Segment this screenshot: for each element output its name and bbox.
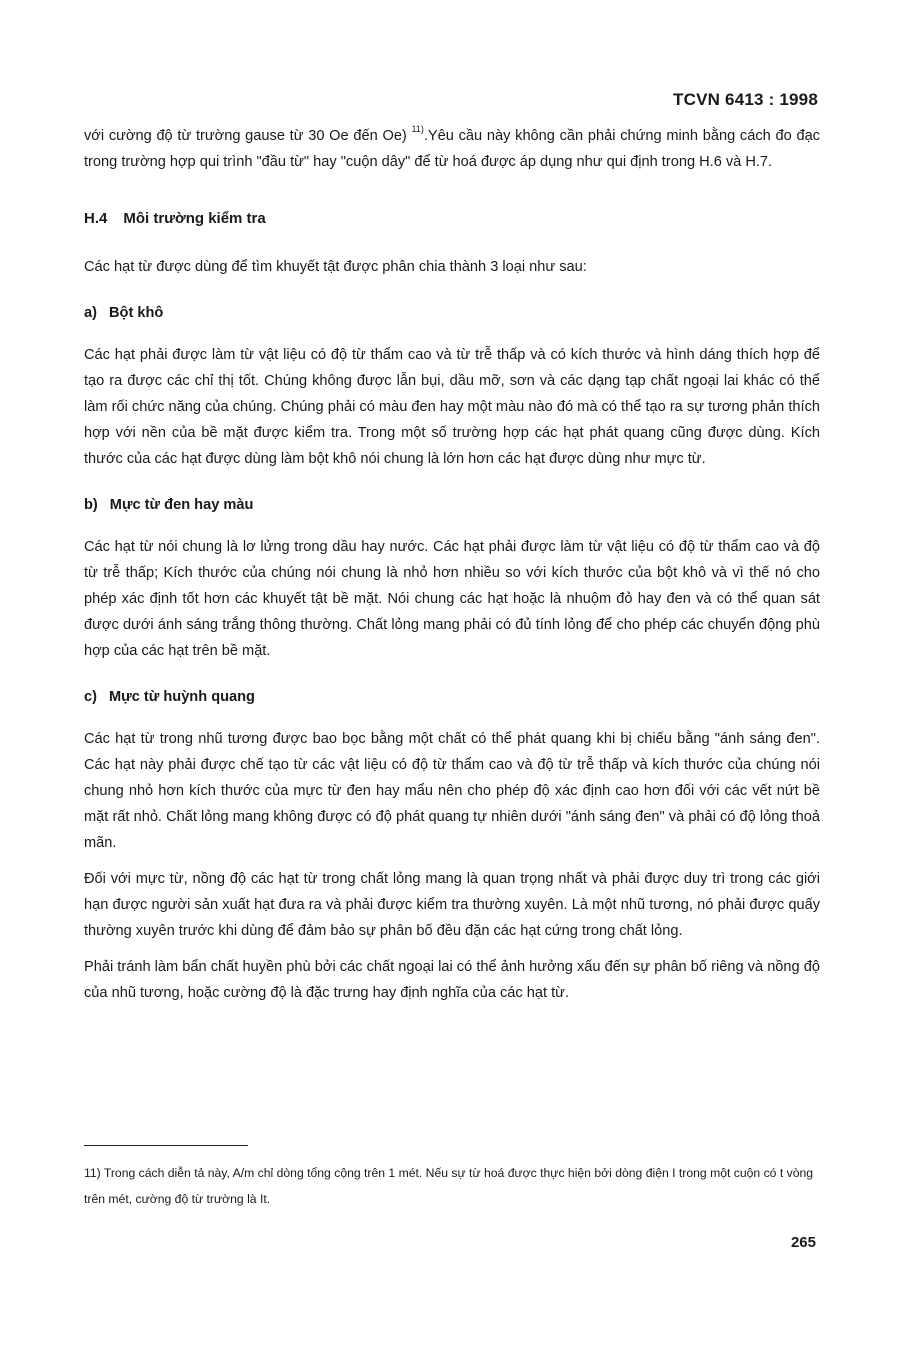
footnote-ref: 11): [411, 124, 424, 134]
item-b-heading: [84, 492, 820, 518]
item-b-letter: b): [84, 497, 98, 513]
intro-text-cont: .Yêu cầu này không cần phải chứng minh bằng cách đo đạc trong trường hợp qui trình "đầu từ" hay "cuộn dây" để từ hoá được áp dụng như qui định trong H.6 và H.7.: [84, 128, 820, 170]
item-c-paragraph-2: Đối với mực từ, nồng độ các hạt từ trong chất lỏng mang là quan trọng nhất và phải được duy trì trong các giới hạn được người sản xuất hạt đưa ra và phải được kiểm tra thường xuyên. Là một nhũ tương, nó phải được quấy thường xuyên trước khi dùng để đảm bảo sự phân bố đều đặn các hạt cứng trong chất lỏng.: [84, 871, 820, 939]
item-a-title: Bột khô: [108, 305, 164, 321]
item-a-letter: a): [84, 305, 97, 321]
section-heading: [84, 206, 820, 232]
item-c-paragraph-3: Phải tránh làm bẩn chất huyền phù bởi các chất ngoại lai có thể ảnh hưởng xấu đến sự phân bố riêng và nồng độ của nhũ tương, hoặc cường độ là đặc trưng hay định nghĩa của các hạt từ.: [84, 959, 820, 1001]
page-content: [84, 123, 820, 1006]
item-a-heading: [84, 300, 820, 326]
item-c-heading: [84, 684, 820, 710]
section-title: Môi trường kiểm tra: [123, 210, 266, 227]
item-b-title: Mực từ đen hay màu: [109, 497, 254, 513]
item-c-title: Mực từ huỳnh quang: [108, 689, 255, 705]
item-c-paragraph-1: Các hạt từ trong nhũ tương được bao bọc bằng một chất có thể phát quang khi bị chiếu bằng "ánh sáng đen". Các hạt này phải được chế tạo từ các vật liệu có độ từ thẩm cao và độ từ trễ thấp và kích thước của chúng nói chung nhỏ hơn kích thước của mực từ đen hay mẩu nên cho phép độ xác định cao hơn đối với các vết nứt bề mặt rất nhỏ. Chất lỏng mang không được có độ phát quang tự nhiên dưới "ánh sáng đen" và phải có độ lỏng thoả mãn.: [84, 731, 820, 851]
footnote-divider: [84, 1145, 248, 1146]
section-lead: Các hạt từ được dùng để tìm khuyết tật được phân chia thành 3 loại như sau:: [84, 259, 587, 275]
standard-header: TCVN 6413 : 1998: [673, 90, 818, 109]
intro-paragraph: [84, 123, 820, 175]
item-c-letter: c): [84, 689, 97, 705]
footnote: 11) Trong cách diễn tả này, A/m chỉ dòng tổng cộng trên 1 mét. Nếu sự từ hoá được thực hiện bởi dòng điện I trong một cuộn có t vòng trên mét, cường độ từ trường là It.: [84, 1166, 814, 1206]
intro-text: với cường độ từ trường gause từ 30 Oe đến Oe): [84, 128, 407, 144]
section-number: H.4: [84, 210, 108, 227]
page-number: 265: [790, 1234, 816, 1251]
item-a-paragraph: Các hạt phải được làm từ vật liệu có độ từ thẩm cao và từ trễ thấp và có kích thước và hình dáng thích hợp để tạo ra được các chỉ thị tốt. Chúng không được lẫn bụi, dầu mỡ, sơn và các dạng tạp chất ngoại lai khác có thể làm rối chức năng của chúng. Chúng phải có màu đen hay một màu nào đó mà có thể tạo ra sự tương phản thích hợp với nền của bề mặt được kiểm tra. Trong một số trường hợp các hạt phát quang cũng được dùng. Kích thước của các hạt được dùng làm bột khô nói chung là lớn hơn các hạt được dùng như mực từ.: [84, 347, 820, 467]
item-b-paragraph: Các hạt từ nói chung là lơ lửng trong dầu hay nước. Các hạt phải được làm từ vật liệu có độ từ thẩm cao và độ từ trễ thấp; Kích thước của chúng nói chung là nhỏ hơn nhiều so với kích thước của bột khô và vì thế nó cho phép xác định tốt hơn các khuyết tật bề mặt. Nói chung các hạt hoặc là nhuộm đỏ hay đen và có thể quan sát được dưới ánh sáng trắng thông thường. Chất lỏng mang phải có đủ tính lỏng để cho phép các chuyển động phù hợp của các hạt trên bề mặt.: [84, 539, 820, 659]
